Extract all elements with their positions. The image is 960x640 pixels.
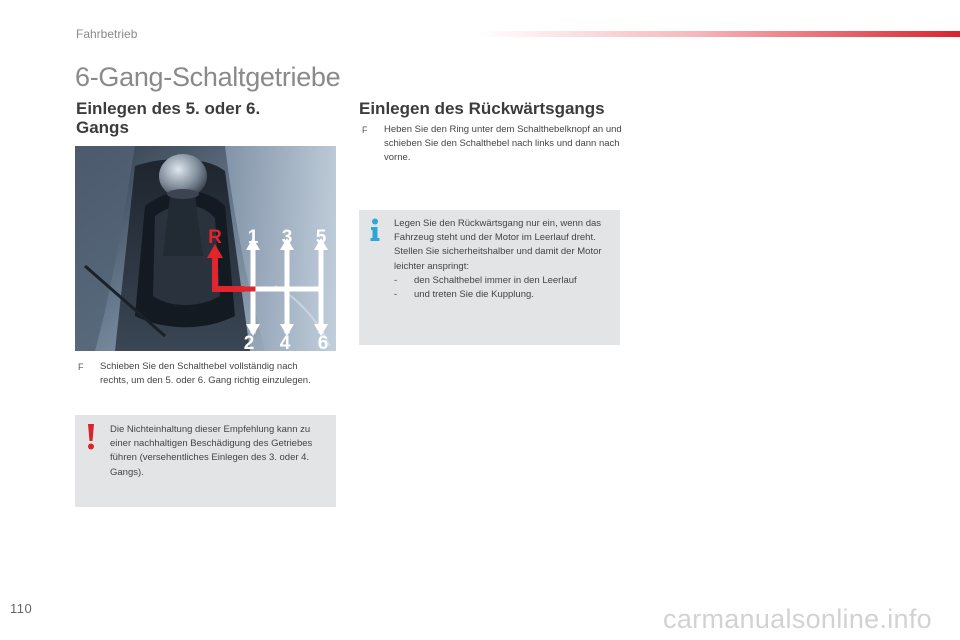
header-accent-bar bbox=[480, 31, 960, 37]
left-heading: Einlegen des 5. oder 6. Gangs bbox=[76, 99, 261, 137]
info-box bbox=[359, 210, 620, 345]
section-label: Fahrbetrieb bbox=[76, 27, 138, 41]
list-dash: - bbox=[394, 274, 398, 286]
gear-label-r: R bbox=[208, 227, 222, 248]
page-number: 110 bbox=[10, 601, 33, 616]
gearshift-illustration bbox=[75, 146, 336, 351]
bullet-marker: F bbox=[78, 362, 84, 372]
page-title: 6-Gang-Schaltgetriebe bbox=[75, 62, 341, 92]
gear-label-2: 2 bbox=[243, 333, 255, 351]
right-bullet bbox=[362, 123, 627, 165]
info-icon bbox=[368, 218, 382, 242]
warning-exclamation-icon bbox=[85, 424, 97, 450]
list-item-text: und treten Sie die Kupplung. bbox=[414, 289, 534, 301]
bullet-text: Heben Sie den Ring unter dem Schalthebelknopf an und schieben Sie den Schalthebel nach links und dann nach vorne. bbox=[384, 124, 622, 163]
info-line-1: Legen Sie den Rückwärtsgang nur ein, wenn das Fahrzeug steht und der Motor im Leerlauf dreht. bbox=[394, 218, 602, 244]
list-dash: - bbox=[394, 289, 398, 301]
list-item bbox=[394, 288, 616, 302]
gear-label-1: 1 bbox=[247, 227, 259, 248]
info-line-2: Stellen Sie sicherheitshalber und damit der Motor leichter anspringt: bbox=[394, 246, 602, 272]
list-item-text: den Schalthebel immer in den Leerlauf bbox=[414, 274, 577, 286]
gear-label-3: 3 bbox=[281, 227, 293, 248]
gear-label-6: 6 bbox=[317, 333, 329, 351]
watermark: carmanualsonline.info bbox=[663, 604, 932, 634]
warning-box bbox=[75, 415, 336, 507]
warning-text: Die Nichteinhaltung dieser Empfehlung kann zu einer nachhaltigen Beschädigung des Getriebes führen (versehentliches Einlegen des 3. oder 4. Gangs). bbox=[110, 424, 313, 478]
list-item bbox=[394, 274, 616, 288]
gear-label-4: 4 bbox=[279, 333, 291, 351]
bullet-text: Schieben Sie den Schalthebel vollständig nach rechts, um den 5. oder 6. Gang richtig einzulegen. bbox=[100, 361, 311, 386]
gear-label-5: 5 bbox=[315, 227, 327, 248]
left-bullet bbox=[78, 360, 323, 388]
gearshift-photo bbox=[75, 146, 336, 351]
bullet-marker: F bbox=[362, 125, 368, 135]
right-heading: Einlegen des Rückwärtsgangs bbox=[359, 99, 605, 118]
